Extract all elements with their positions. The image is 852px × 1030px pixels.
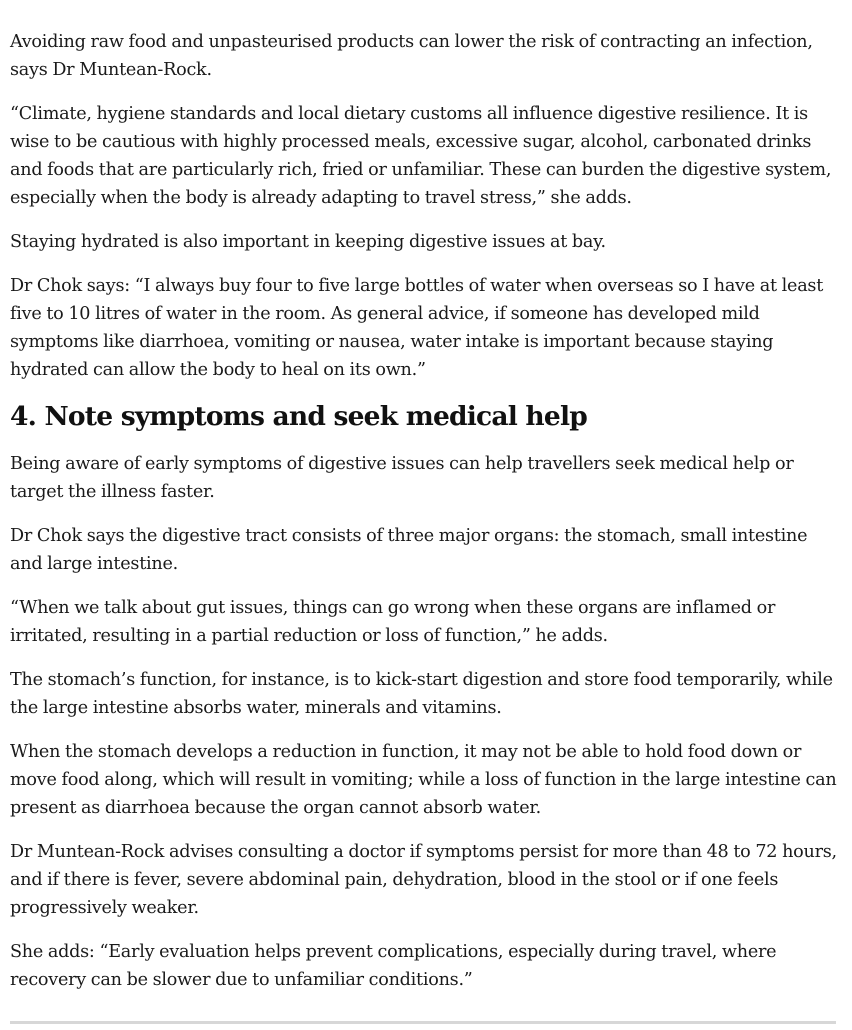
section-divider: [10, 1021, 836, 1024]
article-body: [10, 28, 840, 1010]
article-paragraph: “When we talk about gut issues, things can go wrong when these organs are inflamed or irritated, resulting in a partial reduction or loss of function,” he adds.: [10, 598, 776, 646]
article-paragraph: “Climate, hygiene standards and local dietary customs all influence digestive resilience. It is wise to be cautious with highly processed meals, excessive sugar, alcohol, carbonated drinks and foods that are particularly rich, fried or unfamiliar. These can burden the digestive system, especially when the body is already adapting to travel stress,” she adds.: [10, 104, 832, 208]
article-paragraph: Avoiding raw food and unpasteurised products can lower the risk of contracting an infection, says Dr Muntean-Rock.: [10, 32, 813, 80]
article-paragraph: Being aware of early symptoms of digestive issues can help travellers seek medical help or target the illness faster.: [10, 454, 794, 502]
article-paragraph: The stomach’s function, for instance, is to kick-start digestion and store food temporarily, while the large intestine absorbs water, minerals and vitamins.: [10, 670, 833, 718]
article-paragraph: She adds: “Early evaluation helps prevent complications, especially during travel, where recovery can be slower due to unfamiliar conditions.”: [10, 942, 777, 990]
article-paragraph: Staying hydrated is also important in keeping digestive issues at bay.: [10, 232, 606, 252]
article-paragraph: Dr Muntean-Rock advises consulting a doctor if symptoms persist for more than 48 to 72 hours, and if there is fever, severe abdominal pain, dehydration, blood in the stool or if one feels progressively weaker.: [10, 842, 837, 918]
article-paragraph: Dr Chok says the digestive tract consists of three major organs: the stomach, small intestine and large intestine.: [10, 526, 808, 574]
article-paragraph: Dr Chok says: “I always buy four to five large bottles of water when overseas so I have at least five to 10 litres of water in the room. As general advice, if someone has developed mild symptoms like diarrhoea, vomiting or nausea, water intake is important because staying hydrated can allow the body to heal on its own.”: [10, 276, 824, 380]
section-heading: 4. Note symptoms and seek medical help: [10, 401, 587, 432]
article-paragraph: When the stomach develops a reduction in function, it may not be able to hold food down or move food along, which will result in vomiting; while a loss of function in the large intestine can present as diarrhoea because the organ cannot absorb water.: [10, 742, 837, 818]
